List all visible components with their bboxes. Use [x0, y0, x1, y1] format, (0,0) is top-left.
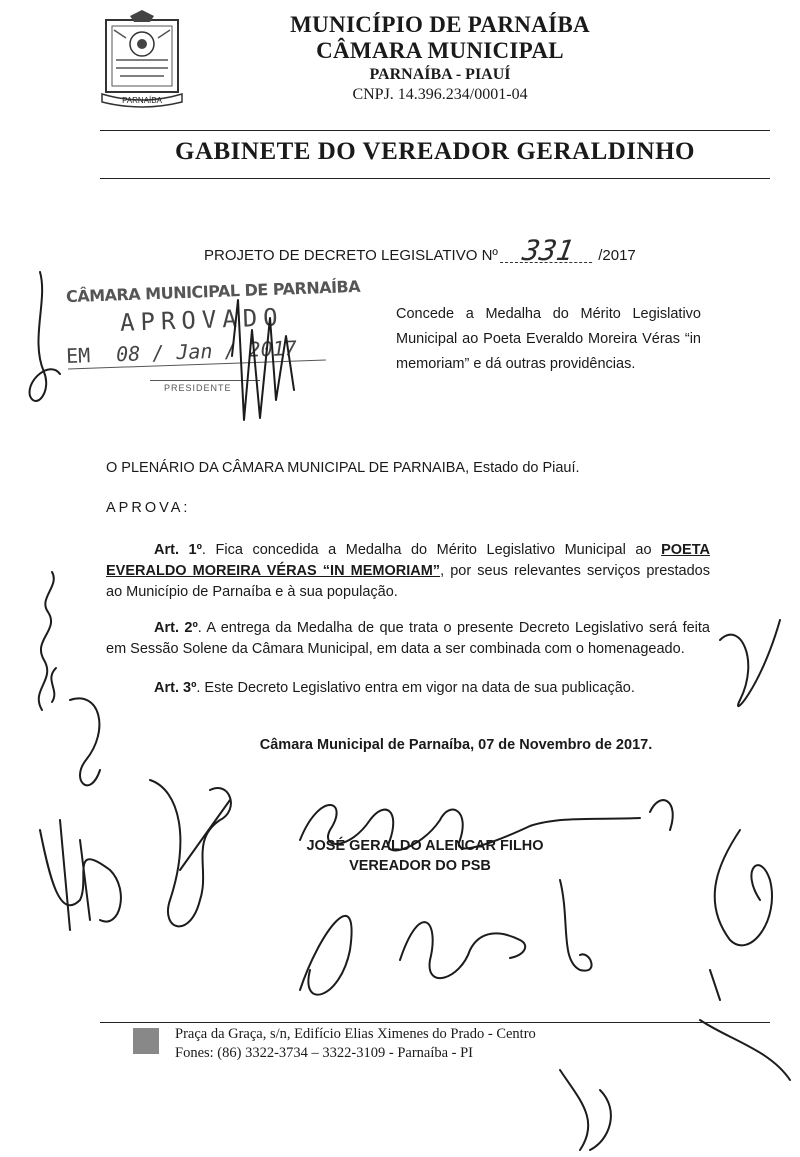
article-1-honoree: POETA EVERALDO MOREIRA VÉRAS “IN MEMORIAM”: [106, 542, 710, 579]
signature-left-top: [30, 272, 60, 401]
signature-left-lower: [70, 698, 100, 785]
article-1-text-after: , por seus relevantes serviços prestados ao Município de Parnaíba e à sua população.: [106, 563, 710, 600]
stamp-chamber: CÂMARA MUNICIPAL DE PARNAÍBA: [65, 276, 361, 307]
cabinet-title: GABINETE DO VEREADOR GERALDINHO: [175, 138, 695, 165]
signatory-role: VEREADOR DO PSB: [349, 858, 491, 874]
stamp-em-label: EM: [65, 343, 91, 369]
plenary-line: O PLENÁRIO DA CÂMARA MUNICIPAL DE PARNAIBA, Estado do Piauí.: [106, 460, 580, 476]
article-2: [106, 618, 710, 660]
stamp-role: PRESIDENTE: [164, 383, 232, 393]
project-year: /2017: [598, 247, 636, 264]
footer-marker: [133, 1028, 159, 1054]
signature-mid-left: [150, 780, 231, 926]
signature-center-lower: [400, 922, 525, 978]
city-line: PARNAÍBA - PIAUÍ: [369, 66, 511, 83]
article-2-text: . A entrega da Medalha de que trata o presente Decreto Legislativo será feita em Sessão Solene da Câmara Municipal, em data a ser combinada com o homenageado.: [106, 620, 710, 657]
article-2-label: Art. 2º: [154, 620, 198, 636]
project-line: [204, 234, 636, 267]
approves-line: APROVA:: [106, 500, 191, 516]
signature-right-margin: [720, 620, 780, 706]
signatory-name: JOSÉ GERALDO ALENCAR FILHO: [306, 838, 544, 854]
stamp-date: 08 / Jan / 2017: [115, 335, 298, 367]
project-number: 331: [500, 240, 596, 263]
footer-rule: [100, 1022, 770, 1023]
article-3: [106, 678, 710, 699]
header-bottom-rule: [100, 178, 770, 179]
chamber-title: CÂMARA MUNICIPAL: [316, 38, 564, 63]
article-1: [106, 540, 710, 603]
project-label: PROJETO DE DECRETO LEGISLATIVO Nº: [204, 247, 498, 264]
footer-address: Praça da Graça, s/n, Edifício Elias Ximenes do Prado - Centro: [175, 1026, 536, 1042]
coat-of-arms-seal: [100, 10, 184, 108]
stamp-approved: APROVADO: [119, 303, 285, 337]
article-3-text: . Este Decreto Legislativo entra em vigor na data de sua publicação.: [196, 680, 635, 696]
stamp-signature-rule: [150, 380, 260, 381]
seal-label: PARNAÍBA: [122, 96, 162, 105]
article-3-label: Art. 3º: [154, 680, 197, 696]
ementa-summary: Concede a Medalha do Mérito Legislativo Municipal ao Poeta Everaldo Moreira Véras “in memoriam” e dá outras providências.: [396, 306, 701, 372]
date-line: Câmara Municipal de Parnaíba, 07 de Novembro de 2017.: [259, 737, 653, 753]
signature-left-vertical: [39, 572, 54, 710]
footer-phones: Fones: (86) 3322-3734 – 3322-3109 - Parnaíba - PI: [175, 1045, 474, 1061]
cnpj-line: CNPJ. 14.396.234/0001-04: [352, 86, 528, 103]
article-1-label: Art. 1º: [154, 542, 202, 558]
municipality-title: MUNICÍPIO DE PARNAÍBA: [290, 12, 590, 37]
header-top-rule: [100, 130, 770, 131]
stamp-date-row: [66, 336, 297, 368]
article-1-text-before: . Fica concedida a Medalha do Mérito Legislativo Municipal ao: [201, 542, 662, 558]
